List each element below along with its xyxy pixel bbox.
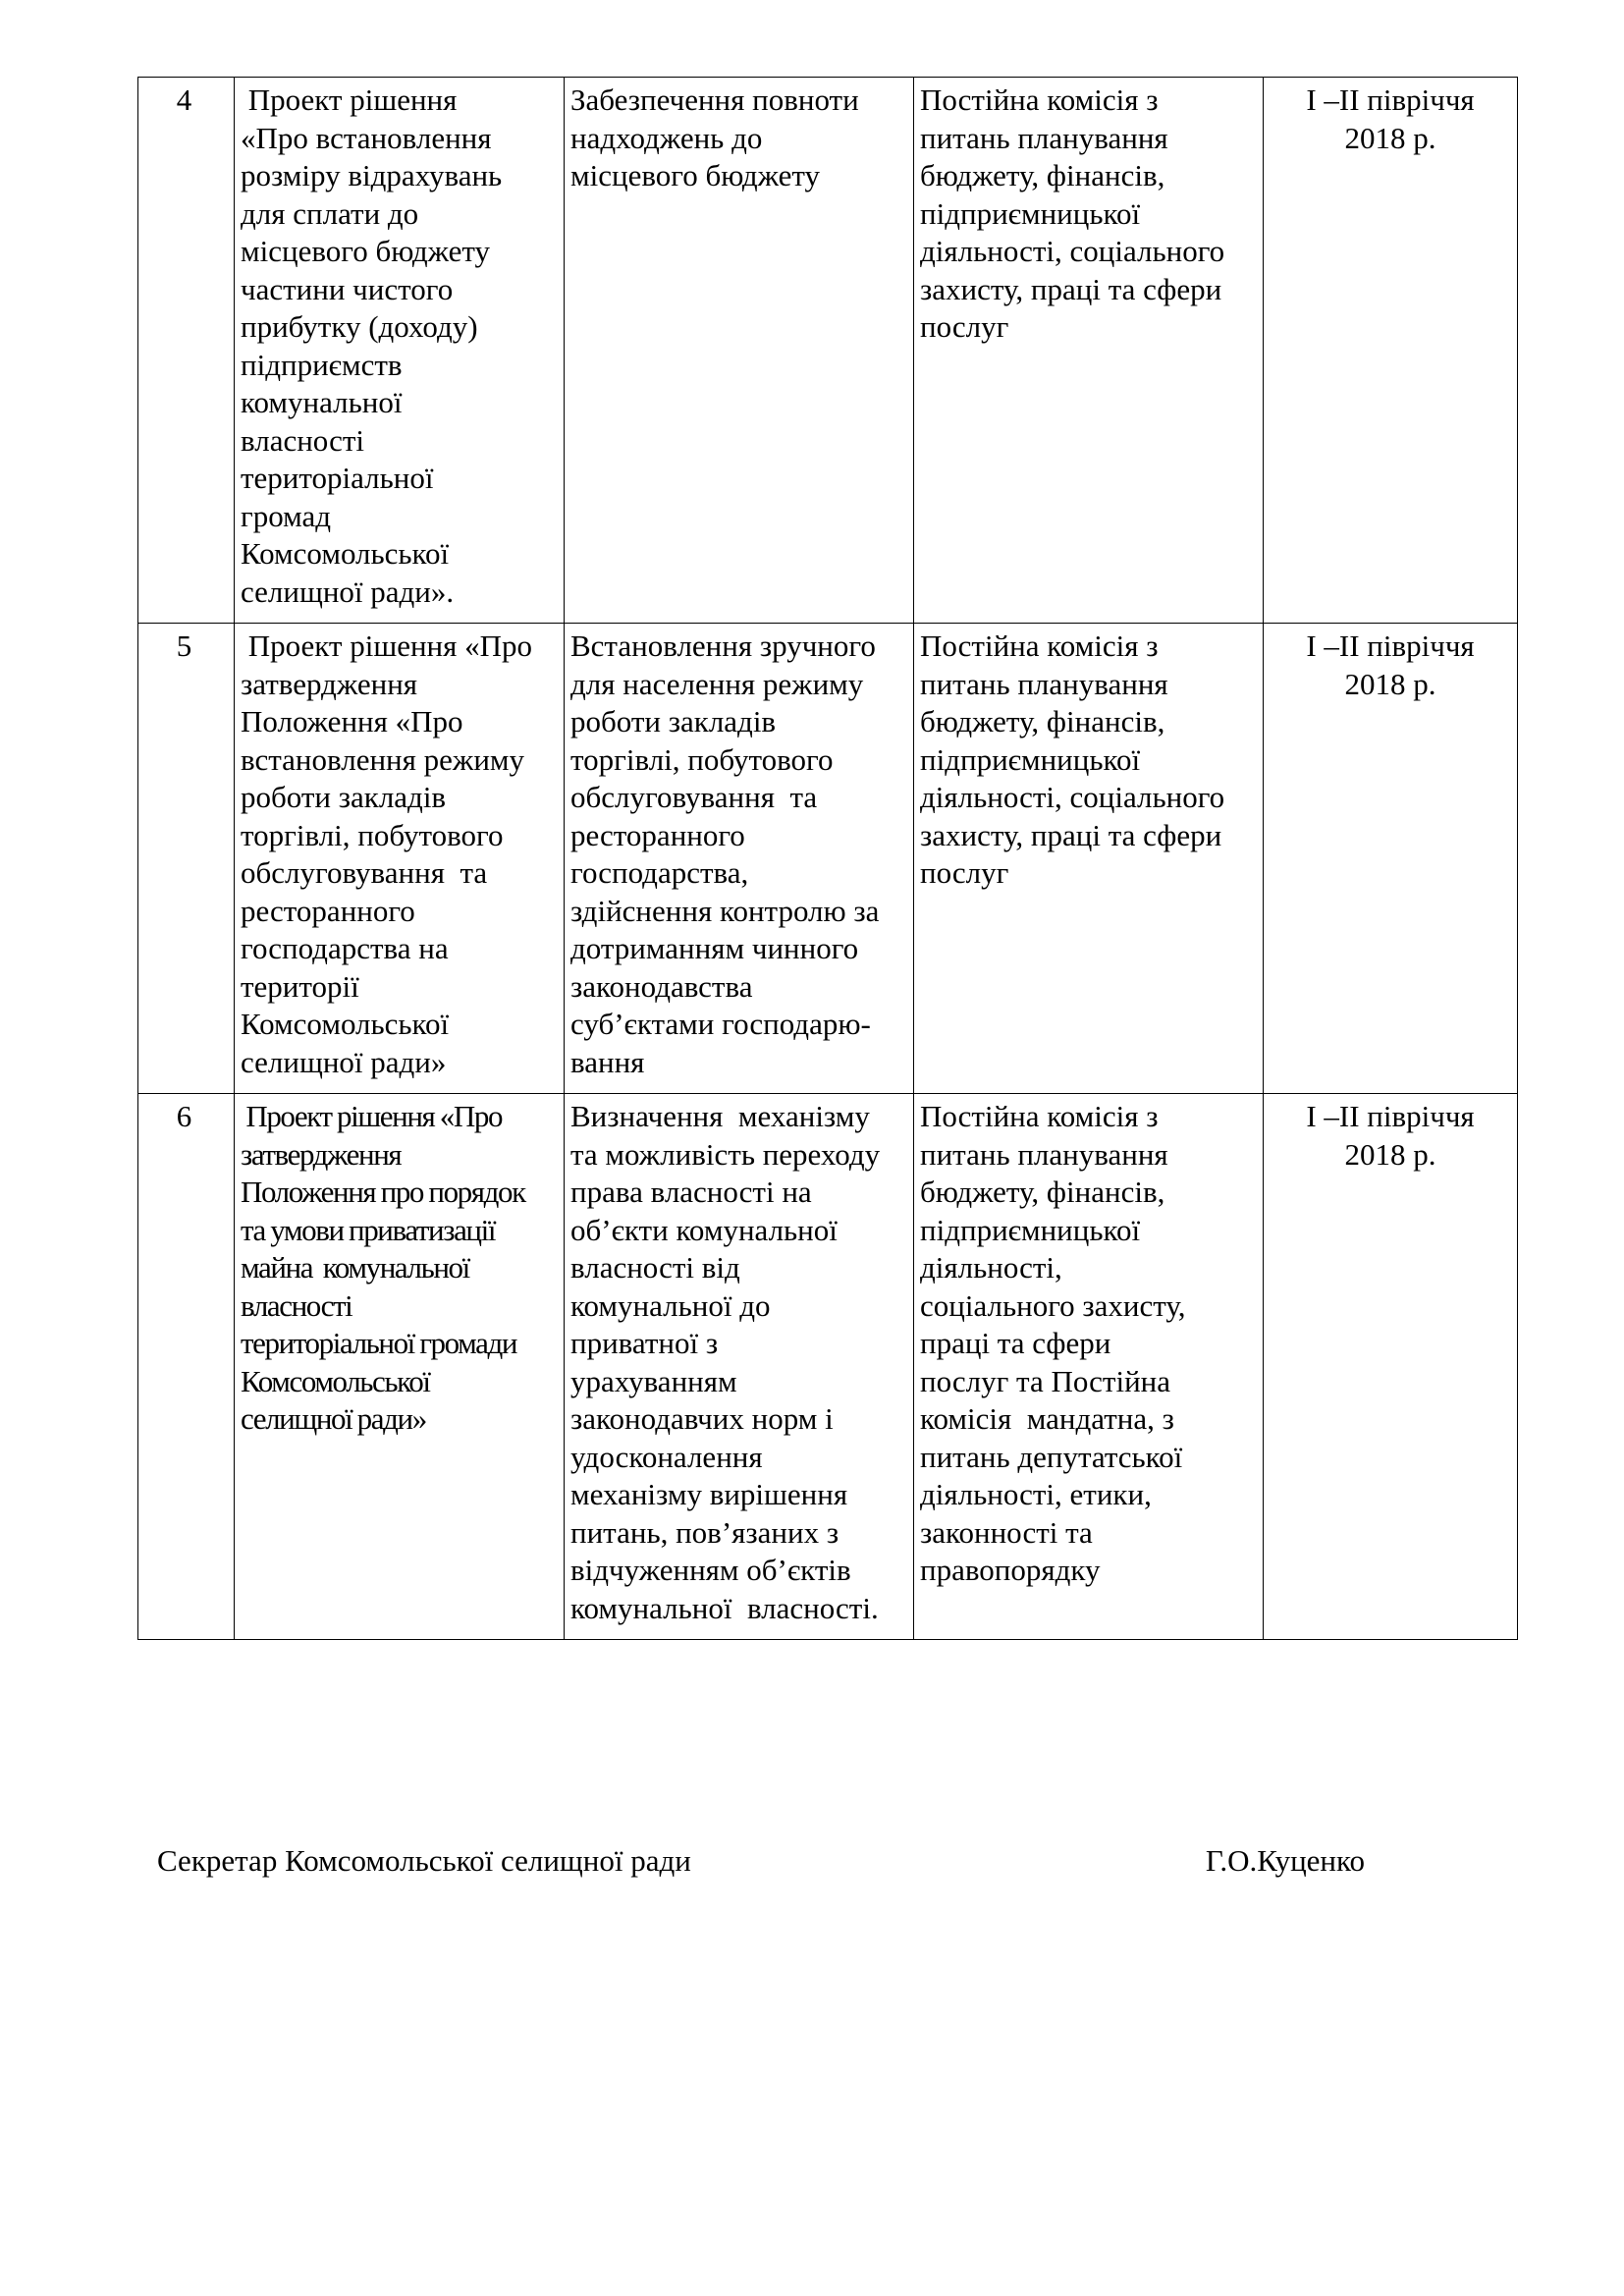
cell-line: Постійна комісія з [920, 629, 1159, 663]
cell-line: торгівлі, побутового [570, 741, 834, 777]
cell-line: прибутку (доходу) [241, 309, 478, 344]
cell-line: послуг [920, 309, 1009, 344]
responsible-commission [914, 1094, 1264, 1640]
cell-line: розміру відрахувань [241, 158, 503, 192]
cell-line: Положення «Про [241, 704, 463, 738]
cell-line: власності від [570, 1250, 740, 1285]
cell-line: Комсомольської [241, 1363, 430, 1398]
cell-line: вання [570, 1044, 645, 1079]
cell-line: праці та сфери [920, 1326, 1111, 1360]
cell-line: та умови приватизації [241, 1212, 496, 1247]
signature-block [157, 1842, 1365, 1880]
cell-line: відчуженням об’єктів [570, 1553, 851, 1587]
cell-line: господарства, [570, 855, 749, 890]
cell-line: бюджету, фінансів, [920, 158, 1165, 192]
cell-line: дотриманням чинного [570, 931, 859, 965]
cell-line: соціального захисту, [920, 1287, 1186, 1323]
cell-line: приватної з [570, 1326, 719, 1360]
cell-line: захисту, праці та сфери [920, 271, 1222, 306]
cell-line: питань планування [920, 1136, 1168, 1172]
row-number: 5 [138, 624, 235, 1094]
decision-title [235, 624, 565, 1094]
cell-line: власності [241, 422, 364, 458]
cell-line: комунальної [241, 385, 403, 419]
cell-line: питань депутатської [920, 1439, 1183, 1474]
cell-line: І –ІІ півріччя [1306, 1099, 1475, 1133]
decision-title [235, 1094, 565, 1640]
cell-line: господарства на [241, 931, 449, 965]
cell-line: торгівлі, побутового [241, 817, 504, 852]
cell-line: обслуговування та [241, 855, 488, 890]
cell-line: місцевого бюджету [570, 158, 820, 192]
cell-line: затвердження [241, 666, 418, 701]
cell-line: та можливість переходу [570, 1136, 881, 1172]
cell-line: захисту, праці та сфери [920, 817, 1222, 852]
cell-line: здійснення контролю за [570, 893, 880, 928]
cell-line: комісія мандатна, з [920, 1401, 1174, 1436]
cell-line: роботи закладів [241, 780, 447, 814]
cell-line: урахуванням [570, 1363, 737, 1398]
cell-line: комунальної до [570, 1287, 771, 1323]
cell-line: діяльності, соціального [920, 780, 1225, 814]
cell-line: послуг [920, 855, 1009, 890]
cell-line: питань, пов’язаних з [570, 1514, 839, 1550]
cell-line: підприємницької [920, 1212, 1141, 1247]
cell-line: підприємств [241, 347, 403, 382]
cell-line: селищної ради» [241, 1401, 426, 1436]
cell-line: роботи закладів [570, 704, 777, 738]
cell-line: права власності на [570, 1175, 812, 1209]
cell-line: надходжень до [570, 120, 763, 155]
signatory-name: Г.О.Куценко [1205, 1843, 1365, 1878]
cell-line: ресторанного [241, 893, 415, 928]
cell-line: підприємницької [920, 195, 1141, 231]
cell-line: територіальної громади [241, 1326, 517, 1360]
cell-line: діяльності, етики, [920, 1477, 1152, 1511]
cell-line: питань планування [920, 666, 1168, 701]
decision-goal [565, 78, 914, 624]
row-number: 4 [138, 78, 235, 624]
cell-line: Положення про порядок [241, 1175, 525, 1209]
cell-line: Комсомольської [241, 536, 450, 571]
decision-goal [565, 1094, 914, 1640]
cell-line: Встановлення зручного [570, 629, 876, 663]
cell-line: діяльності, [920, 1250, 1062, 1285]
cell-line: Постійна комісія з [920, 82, 1159, 117]
deadline [1264, 1094, 1518, 1640]
cell-line: майна комунальної [241, 1250, 469, 1285]
cell-line: комунальної власності. [570, 1590, 879, 1625]
cell-line: власності [241, 1287, 352, 1323]
cell-line: Визначення механізму [570, 1099, 870, 1133]
cell-line: Проект рішення «Про [241, 1099, 503, 1133]
cell-line: законодавчих норм і [570, 1401, 834, 1436]
cell-line: бюджету, фінансів, [920, 1175, 1165, 1209]
cell-line: Комсомольської [241, 1007, 450, 1041]
cell-line: правопорядку [920, 1553, 1101, 1587]
cell-line: Забезпечення повноти [570, 82, 859, 117]
cell-line: частини чистого [241, 271, 454, 306]
responsible-commission [914, 78, 1264, 624]
cell-line: питань планування [920, 120, 1168, 155]
signatory-position: Секретар Комсомольської селищної ради [157, 1843, 691, 1878]
cell-line: механізму вирішення [570, 1477, 848, 1511]
table-row [138, 624, 1518, 1094]
cell-line: обслуговування та [570, 780, 818, 814]
cell-line: «Про встановлення [241, 120, 492, 155]
cell-line: законності та [920, 1514, 1093, 1550]
cell-line: 2018 р. [1344, 1136, 1436, 1172]
cell-line: селищної ради» [241, 1044, 447, 1079]
cell-line: 2018 р. [1344, 120, 1436, 155]
cell-line: для сплати до [241, 195, 419, 231]
cell-line: 2018 р. [1344, 666, 1436, 701]
decision-goal [565, 624, 914, 1094]
table-row [138, 1094, 1518, 1640]
cell-line: територіальної [241, 461, 434, 495]
cell-line: громад [241, 498, 332, 533]
cell-line: І –ІІ півріччя [1306, 629, 1475, 663]
plan-table-body [138, 78, 1518, 1640]
cell-line: місцевого бюджету [241, 234, 490, 268]
cell-line: законодавства [570, 968, 753, 1004]
cell-line: діяльності, соціального [920, 234, 1225, 268]
row-number: 6 [138, 1094, 235, 1640]
cell-line: селищної ради». [241, 574, 455, 609]
deadline [1264, 624, 1518, 1094]
cell-line: затвердження [241, 1136, 402, 1172]
responsible-commission [914, 624, 1264, 1094]
cell-line: території [241, 968, 359, 1004]
cell-line: підприємницької [920, 741, 1141, 777]
plan-table [137, 77, 1518, 1640]
cell-line: суб’єктами господарю- [570, 1007, 871, 1041]
cell-line: І –ІІ півріччя [1306, 82, 1475, 117]
cell-line: Проект рішення [241, 82, 458, 117]
cell-line: встановлення режиму [241, 741, 525, 777]
cell-line: удосконалення [570, 1439, 763, 1474]
cell-line: ресторанного [570, 817, 745, 852]
cell-line: бюджету, фінансів, [920, 704, 1165, 738]
cell-line: для населення режиму [570, 666, 864, 701]
deadline [1264, 78, 1518, 624]
table-row [138, 78, 1518, 624]
decision-title [235, 78, 565, 624]
cell-line: Постійна комісія з [920, 1099, 1159, 1133]
cell-line: послуг та Постійна [920, 1363, 1171, 1398]
cell-line: об’єкти комунальної [570, 1212, 838, 1247]
cell-line: Проект рішення «Про [241, 629, 533, 663]
